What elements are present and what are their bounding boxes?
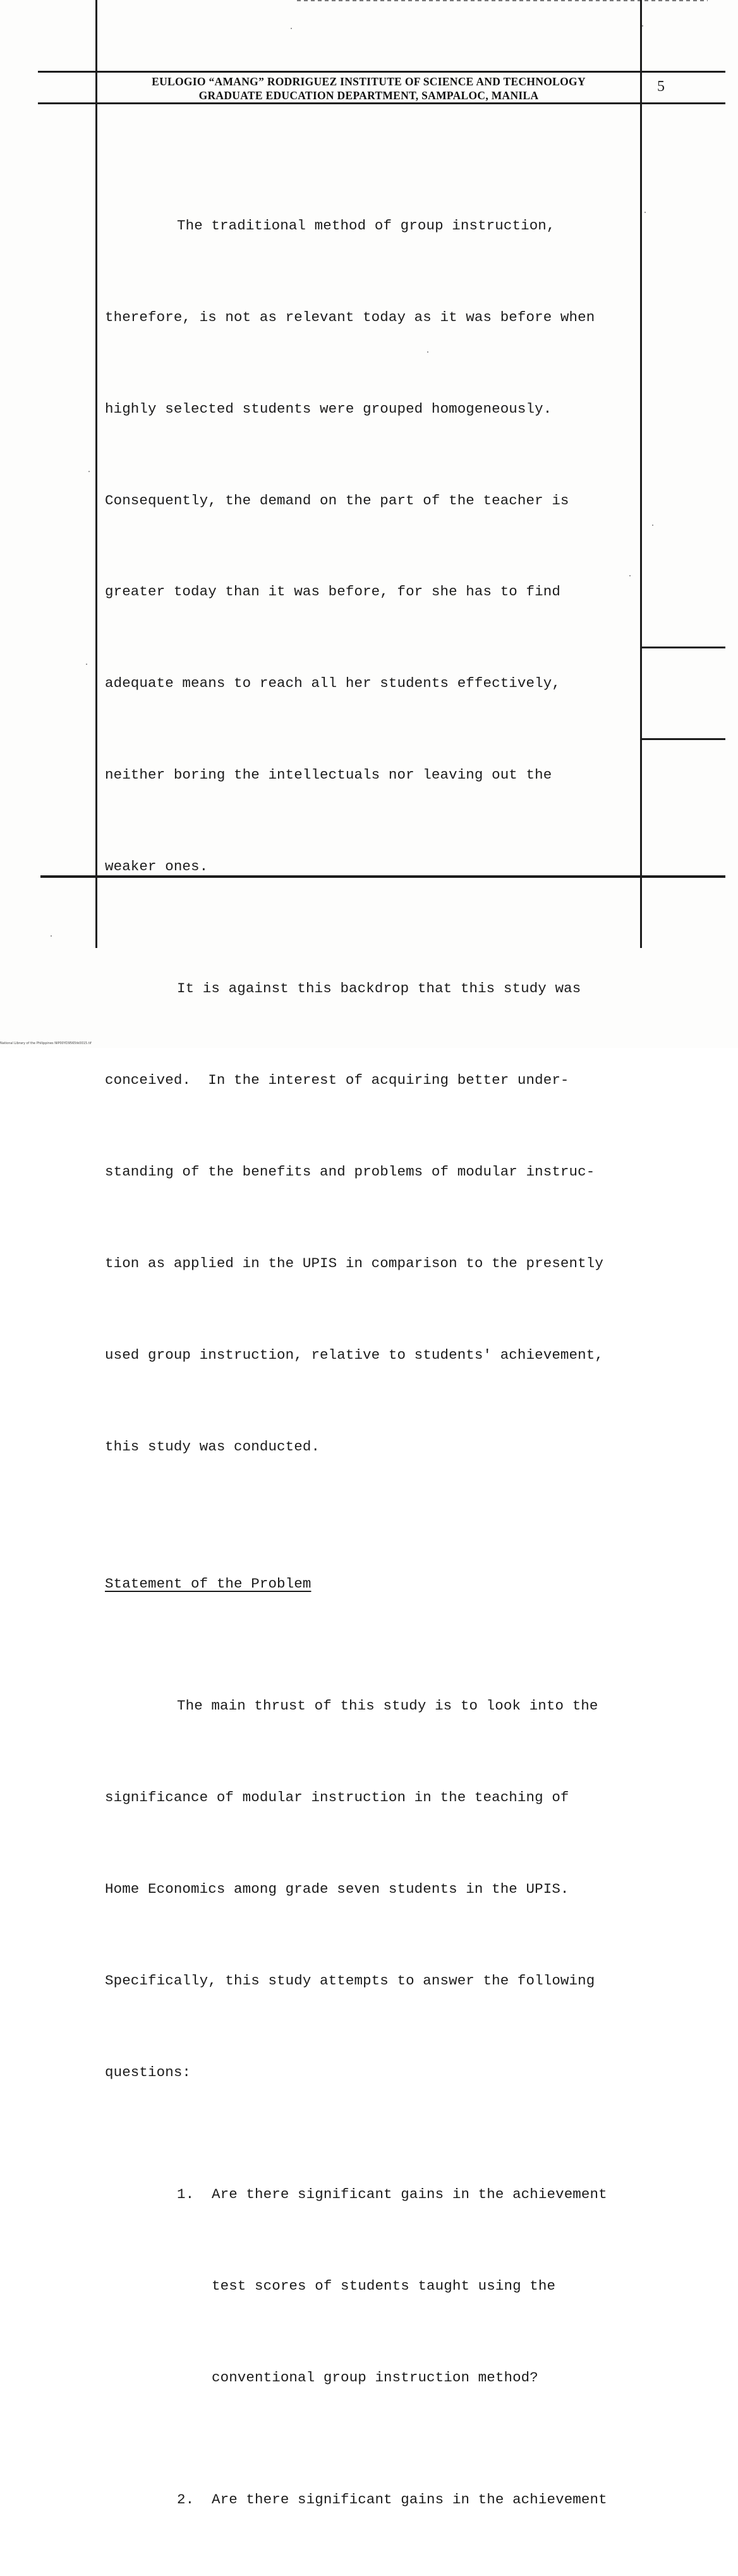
text-line: weaker ones. (105, 858, 209, 875)
text-line: The main thrust of this study is to look into the (177, 1698, 598, 1715)
text-line: The traditional method of group instruction, (177, 217, 555, 234)
scan-speck (291, 28, 292, 29)
list-item-text: Are there significant gains in the achievement (212, 2491, 607, 2508)
institution-header (97, 75, 640, 102)
scan-speck (427, 351, 428, 353)
list-item-number: 2. (177, 2491, 195, 2508)
text-line: Specifically, this study attempts to answer the following (105, 1972, 595, 1989)
header-department: GRADUATE EDUCATION DEPARTMENT, SAMPALOC, MANILA (198, 89, 539, 102)
page-number: 5 (657, 78, 665, 95)
scan-footer-text: National Library of the Philippines NIP00YD9565tk0015.tif (0, 1042, 92, 1045)
text-line: significance of modular instruction in the teaching of (105, 1789, 569, 1806)
section-heading (105, 1569, 642, 1599)
text-line: used group instruction, relative to students' achievement, (105, 1346, 603, 1363)
text-line: questions: (105, 2063, 191, 2081)
text-line: standing of the benefits and problems of modular instruc- (105, 1163, 595, 1181)
document-body (105, 119, 642, 2576)
text-line: Consequently, the demand on the part of the teacher is (105, 492, 569, 509)
list-item-text: Are there significant gains in the achievement (212, 2185, 607, 2202)
section-heading-text: Statement of the Problem (105, 1575, 312, 1592)
header-bottom-rule (38, 102, 725, 104)
scan-speck (88, 471, 90, 472)
header-institution-name: EULOGIO “AMANG” RODRIGUEZ INSTITUTE OF SCIENCE AND TECHNOLOGY (152, 75, 586, 88)
text-line: this study was conducted. (105, 1438, 320, 1455)
scan-speck (652, 525, 653, 526)
text-line: Home Economics among grade seven students in the UPIS. (105, 1880, 569, 1897)
list-item (105, 2179, 642, 2209)
text-line: neither boring the intellectuals nor leaving out the (105, 767, 552, 784)
list-item (105, 2484, 642, 2515)
margin-rule-short (642, 647, 725, 648)
scan-speck (51, 935, 52, 937)
scan-speck (629, 575, 631, 576)
scan-edge-artifact (297, 0, 708, 1)
scan-speck (644, 212, 646, 213)
list-item-continuation: test scores of students taught using the (212, 2277, 556, 2294)
scan-speck (642, 25, 643, 27)
list-item-continuation: conventional group instruction method? (212, 2369, 538, 2386)
text-line: greater today than it was before, for she has to find (105, 583, 560, 600)
text-line: adequate means to reach all her students effectively, (105, 675, 560, 692)
text-line: tion as applied in the UPIS in comparison to the presently (105, 1255, 603, 1272)
scan-speck (86, 664, 87, 665)
list-item-number: 1. (177, 2185, 195, 2202)
left-margin-rule (95, 0, 97, 948)
margin-rule-short (642, 738, 725, 740)
header-top-rule (38, 71, 725, 73)
text-line: conceived. In the interest of acquiring better under- (105, 1072, 569, 1089)
text-line: It is against this backdrop that this study was (177, 980, 581, 997)
text-line: highly selected students were grouped homogeneously. (105, 400, 552, 417)
text-line: therefore, is not as relevant today as it was before when (105, 308, 595, 325)
